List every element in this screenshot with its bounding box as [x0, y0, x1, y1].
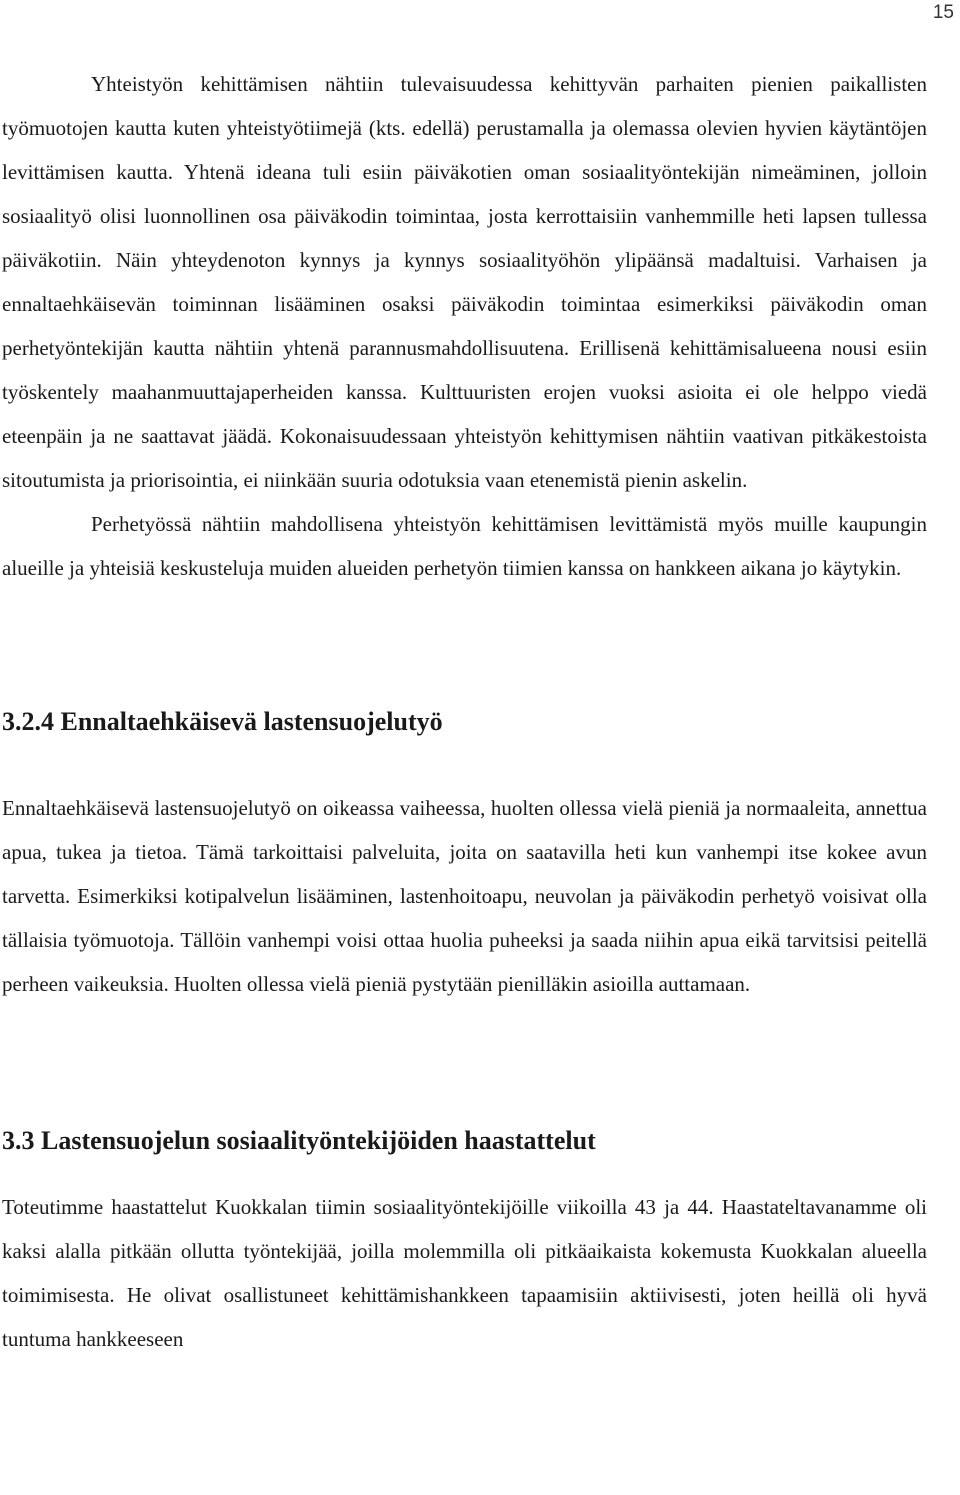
- section-heading-interviews: 3.3 Lastensuojelun sosiaalityöntekijöiden haastattelut: [2, 1126, 596, 1155]
- document-body: [2, 62, 927, 1361]
- paragraph-family-work: Perhetyössä nähtiin mahdollisena yhteistyön kehittämisen levittämistä myös muille kaupungin alueille ja yhteisiä keskusteluja muiden alueiden perhetyön tiimien kanssa on hankkeen aikana jo käytykin.: [2, 512, 927, 580]
- paragraph-preventive-child-protection: Ennaltaehkäisevä lastensuojelutyö on oikeassa vaiheessa, huolten ollessa vielä pieniä ja normaaleita, annettua apua, tukea ja tietoa. Tämä tarkoittaisi palveluita, joita on saatavilla heti kun vanhempi itse kokee avun tarvetta. Esimerkiksi kotipalvelun lisääminen, lastenhoitoapu, neuvolan ja päiväkodin perhetyö voisivat olla tällaisia työmuotoja. Tällöin vanhempi voisi ottaa huolia puheeksi ja saada niihin apua eikä tarvitsisi peitellä perheen vaikeuksia. Huolten ollessa vielä pieniä pystytään pienilläkin asioilla auttamaan.: [2, 796, 927, 996]
- section-heading-preventive-child-protection: 3.2.4 Ennaltaehkäisevä lastensuojelutyö: [2, 707, 443, 736]
- paragraph-collaboration-development: Yhteistyön kehittämisen nähtiin tulevaisuudessa kehittyvän parhaiten pienien paikallisten työmuotojen kautta kuten yhteistyötiimejä (kts. edellä) perustamalla ja olemassa olevien hyvien käytäntöjen levittämisen kautta. Yhtenä ideana tuli esiin päiväkotien oman sosiaalityöntekijän nimeäminen, jolloin sosiaalityö olisi luonnollinen osa päiväkodin toimintaa, josta kerrottaisiin vanhemmille heti lapsen tullessa päiväkotiin. Näin yhteydenoton kynnys ja kynnys sosiaalityöhön ylipäänsä madaltuisi. Varhaisen ja ennaltaehkäisevän toiminnan lisääminen osaksi päiväkodin toimintaa esimerkiksi päiväkodin oman perhetyöntekijän kautta nähtiin yhtenä parannusmahdollisuutena. Erillisenä kehittämisalueena nousi esiin työskentely maahanmuuttajaperheiden kanssa. Kulttuuristen erojen vuoksi asioita ei ole helppo viedä eteenpäin ja ne saattavat jäädä. Kokonaisuudessaan yhteistyön kehittymisen nähtiin vaativan pitkäkestoista sitoutumista ja priorisointia, ei niinkään suuria odotuksia vaan etenemistä pienin askelin.: [2, 72, 927, 492]
- paragraph-interviews: Toteutimme haastattelut Kuokkalan tiimin sosiaalityöntekijöille viikoilla 43 ja 44. Haastateltavanamme oli kaksi alalla pitkään ollutta työntekijää, joilla molemmilla oli pitkäaikaista kokemusta Kuokkalan alueella toimimisesta. He olivat osallistuneet kehittämishankkeen tapaamisiin aktiivisesti, joten heillä oli hyvä tuntuma hankkeeseen: [2, 1195, 927, 1351]
- page-number: 15: [932, 2, 954, 23]
